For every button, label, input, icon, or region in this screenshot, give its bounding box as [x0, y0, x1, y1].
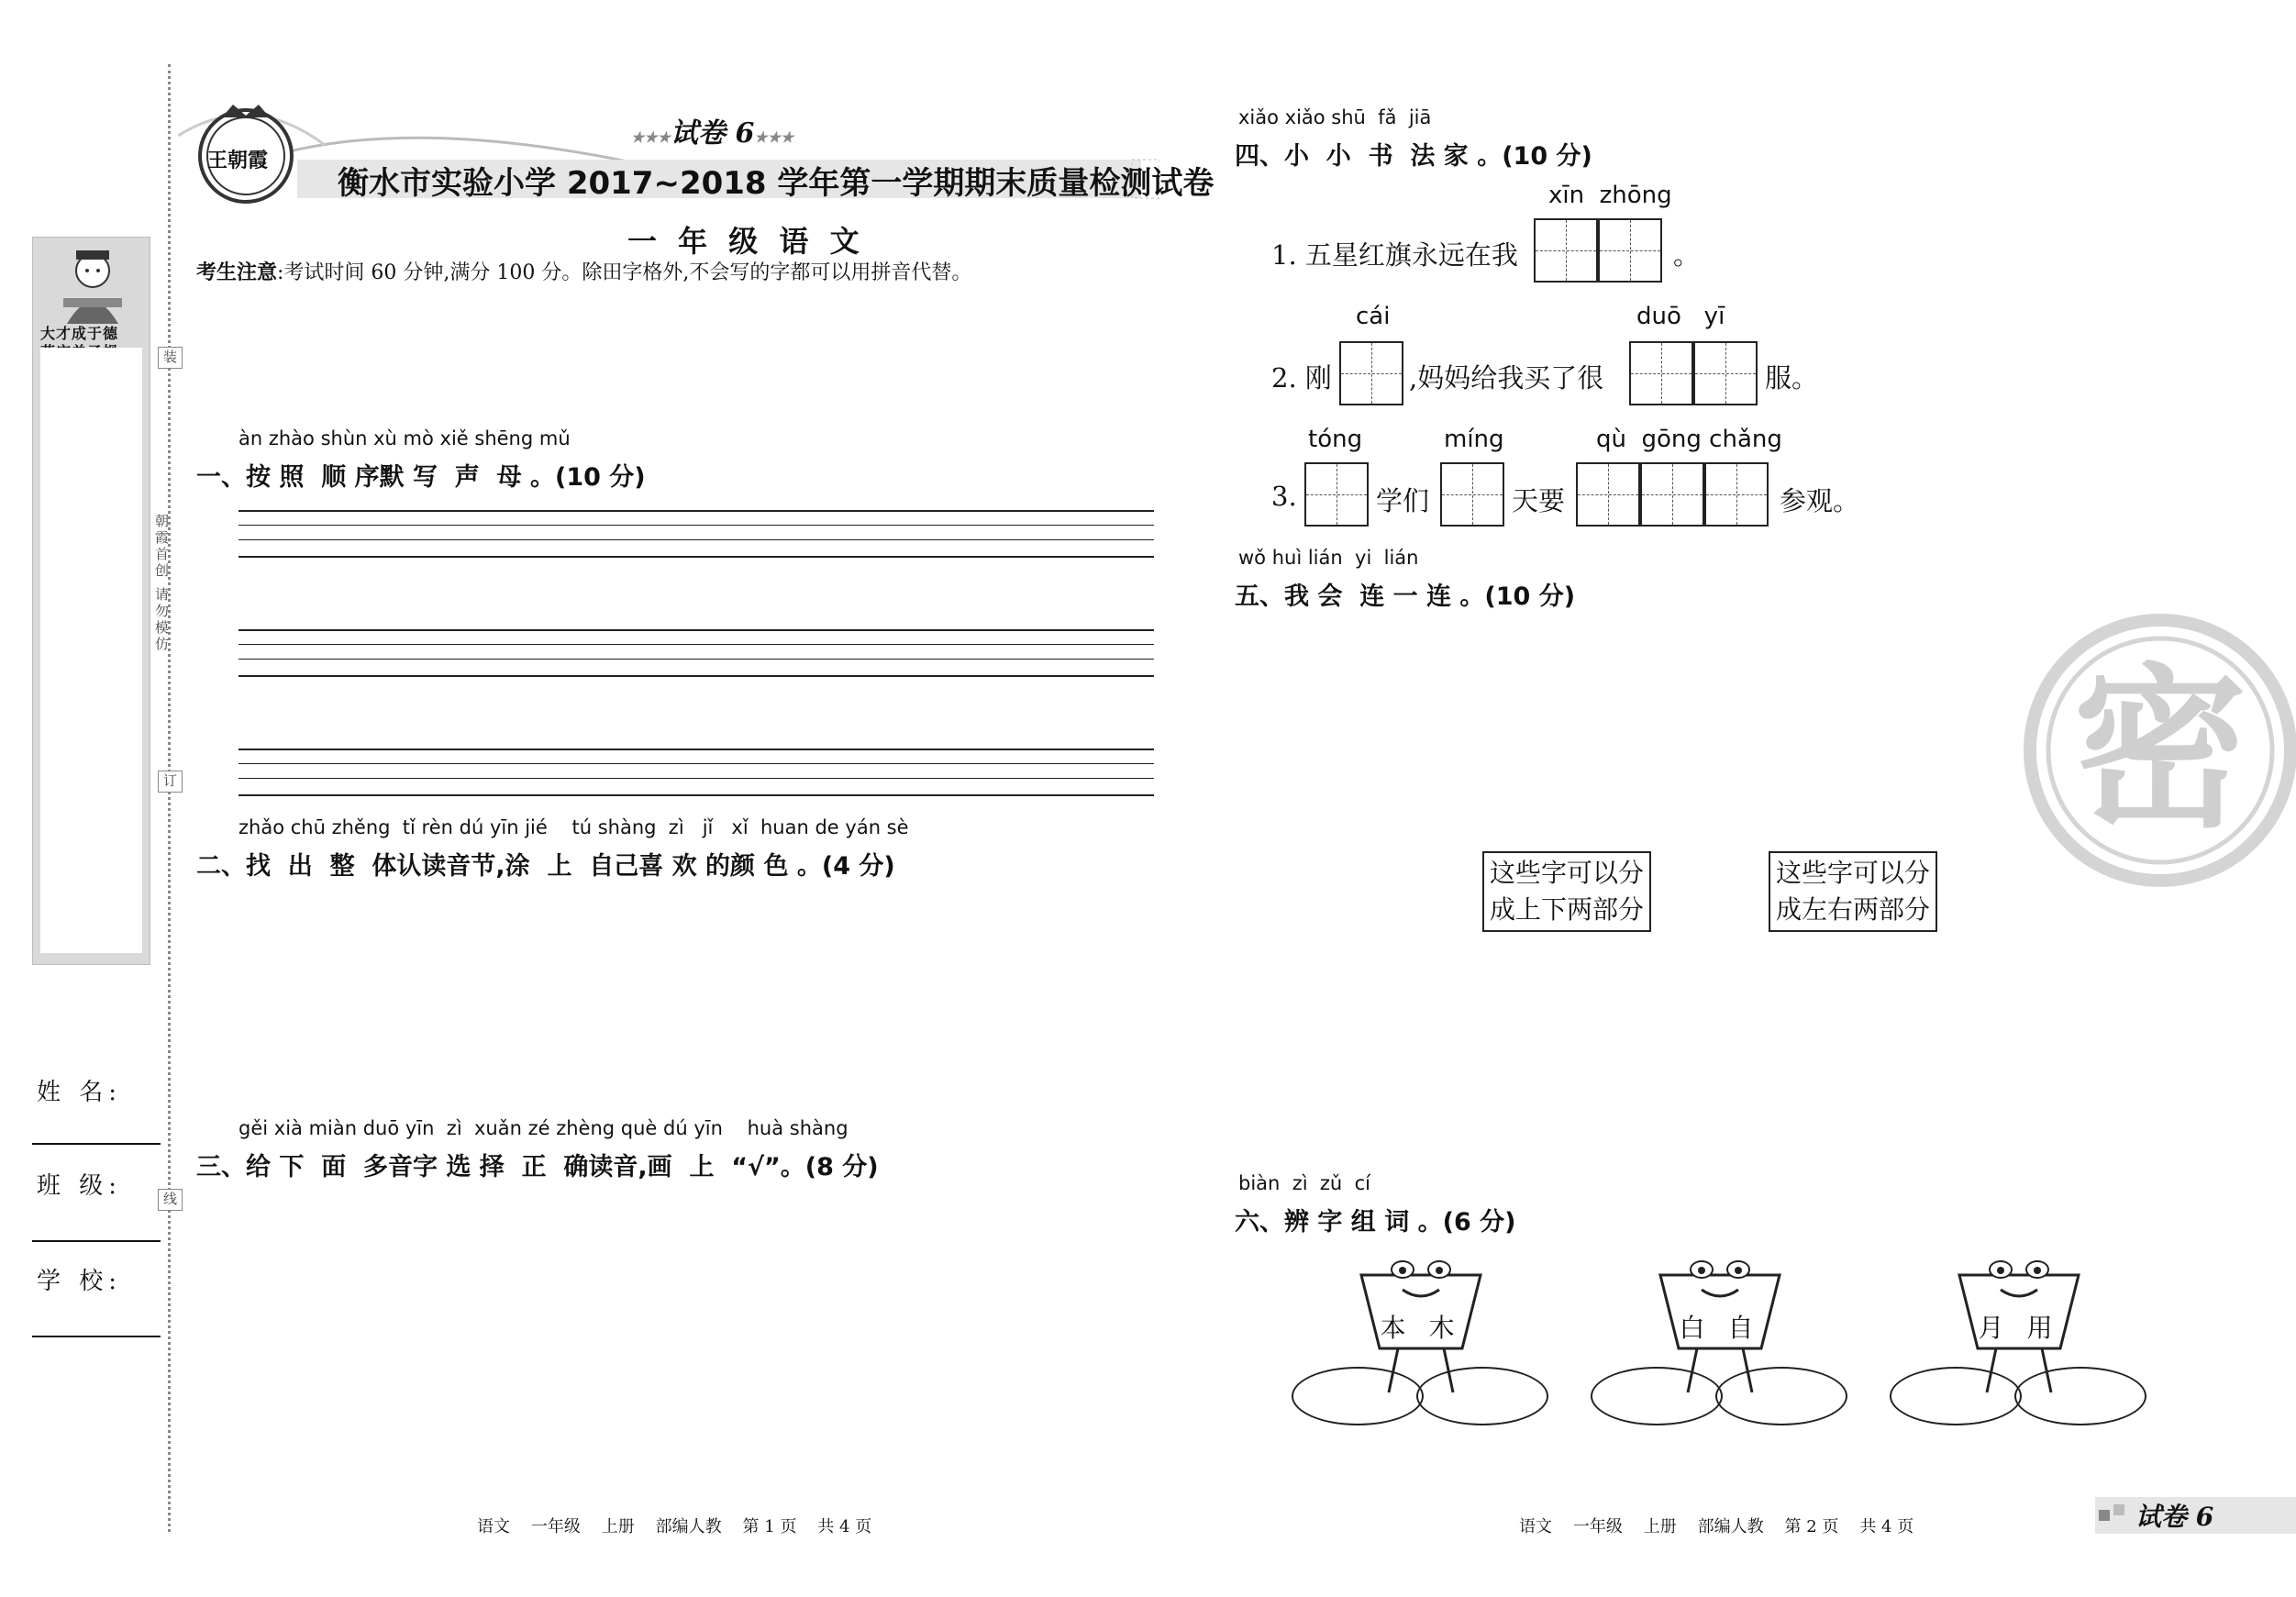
s4-l3-pinyin-b: míng: [1444, 426, 1504, 453]
s3-title: 三、给 下 面 多音字 选 择 正 确读音,画 上 “√”。(8 分): [196, 1153, 879, 1181]
class-line[interactable]: [32, 1240, 161, 1242]
binding-dotted-line: [168, 64, 171, 1532]
s4-l1-post: 。: [1673, 239, 1701, 271]
s5-pinyin: wǒ huì lián yi lián: [1238, 547, 1419, 569]
motto-panel: [32, 237, 150, 965]
tianzige-box[interactable]: [1576, 462, 1640, 527]
answer-ellipse[interactable]: [1416, 1367, 1548, 1425]
tianzige-box[interactable]: [1440, 462, 1504, 527]
category-box-line: 这些字可以分: [1490, 858, 1645, 888]
s2-title: 二、找 出 整 体认读音节,涂 上 自己喜 欢 的颜 色 。(4 分): [196, 852, 895, 881]
s3-pinyin: gěi xià miàn duō yīn zì xuǎn zé zhèng què dú yīn huà shàng: [238, 1117, 849, 1139]
s1-pinyin: àn zhào shùn xù mò xiě shēng mǔ: [238, 427, 571, 449]
s4-l2-post: 服。: [1765, 362, 1819, 394]
answer-ellipse[interactable]: [2014, 1367, 2146, 1425]
s6-pinyin: biàn zì zǔ cí: [1238, 1172, 1370, 1194]
school-label: 学 校:: [37, 1268, 123, 1295]
tianzige-box[interactable]: [1304, 462, 1369, 527]
paper-tag-text: 试卷 6: [671, 117, 755, 150]
writing-lines-1[interactable]: [238, 510, 1154, 558]
s4-l2-mid: ,妈妈给我买了很: [1409, 362, 1604, 394]
notice-label: 考生注意: [196, 261, 278, 284]
s4-l3-post: 参观。: [1780, 485, 1860, 516]
tianzige-box[interactable]: [1629, 341, 1693, 405]
answer-ellipse[interactable]: [1715, 1367, 1847, 1425]
corner-tag: 试卷 6: [2135, 1502, 2214, 1532]
corner-square: [2099, 1510, 2110, 1521]
s4-l2-pinyin-b: duō yī: [1636, 303, 1725, 330]
s4-l3-pinyin-c: qù gōng chǎng: [1596, 426, 1782, 453]
tianzige-box[interactable]: [1598, 218, 1662, 283]
category-box-line: 成左右两部分: [1776, 894, 1931, 925]
confidential-stamp: [2023, 613, 2296, 888]
s4-l3-mid2: 天要: [1512, 485, 1566, 516]
stamp-char: 密: [2072, 649, 2248, 851]
category-box-line: 成上下两部分: [1490, 894, 1645, 925]
writing-lines-3[interactable]: [238, 749, 1154, 796]
s4-l3-mid1: 学们: [1376, 485, 1430, 516]
s2-pinyin: zhǎo chū zhěng tǐ rèn dú yīn jié tú shàng zì jǐ xǐ huan de yán sè: [238, 816, 909, 838]
tianzige-box[interactable]: [1640, 462, 1704, 527]
class-label: 班 级:: [37, 1172, 123, 1200]
motto-grid: [40, 348, 142, 953]
tianzige-box[interactable]: [1693, 341, 1758, 405]
s5-title: 五、我 会 连 一 连 。(10 分): [1235, 582, 1576, 611]
answer-ellipse[interactable]: [1591, 1367, 1723, 1425]
corner-square: [2113, 1504, 2124, 1515]
category-box-line: 这些字可以分: [1776, 858, 1931, 888]
s4-l3-pinyin-a: tóng: [1308, 426, 1363, 453]
s4-l2-pinyin-a: cái: [1356, 303, 1391, 330]
robot-label: 本 木: [1380, 1313, 1462, 1343]
exam-notice: [196, 257, 971, 285]
binding-mark-2: 订: [158, 771, 183, 793]
category-box-left-right[interactable]: [1769, 851, 1937, 932]
s6-title: 六、辨 字 组 词 。(6 分): [1235, 1208, 1516, 1237]
s4-pinyin: xiǎo xiǎo shū fǎ jiā: [1238, 106, 1432, 128]
subject-title: 一 年 级 语 文: [627, 224, 865, 259]
footer-left: 语文 一年级 上册 部编人教 第 1 页 共 4 页: [477, 1517, 872, 1536]
robot-label: 白 自: [1679, 1313, 1761, 1343]
answer-ellipse[interactable]: [1292, 1367, 1424, 1425]
name-line[interactable]: [32, 1143, 161, 1145]
school-line[interactable]: [32, 1336, 161, 1337]
paper-title: 衡水市实验小学 2017~2018 学年第一学期期末质量检测试卷: [338, 165, 1215, 202]
binding-note: 朝霞首创 请勿模仿: [153, 514, 170, 653]
tianzige-box[interactable]: [1339, 341, 1403, 405]
s1-title: 一、按 照 顺 序默 写 声 母 。(10 分): [196, 463, 646, 492]
name-label: 姓 名:: [37, 1079, 123, 1106]
s4-title: 四、小 小 书 法 家 。(10 分): [1235, 142, 1592, 171]
tianzige-box[interactable]: [1704, 462, 1769, 527]
logo-text: 王朝霞: [207, 149, 269, 172]
s4-l2-pre: 2. 刚: [1271, 362, 1332, 394]
s4-l1-pinyin: xīn zhōng: [1548, 182, 1672, 209]
s4-l3-pre: 3.: [1271, 481, 1297, 512]
s4-l1-pre: 1. 五星红旗永远在我: [1271, 239, 1518, 271]
binding-mark-3: 线: [158, 1189, 183, 1211]
robot-label: 月 用: [1978, 1313, 2060, 1343]
footer-right: 语文 一年级 上册 部编人教 第 2 页 共 4 页: [1519, 1517, 1914, 1536]
category-box-top-bottom[interactable]: [1482, 851, 1651, 932]
binding-mark-1: 装: [158, 347, 183, 369]
paper-tag: ★★★试卷 6★★★: [631, 117, 794, 150]
scholar-icon: [56, 243, 129, 326]
tianzige-box[interactable]: [1534, 218, 1598, 283]
banner-line-1: 大才成于德: [40, 325, 119, 342]
writing-lines-2[interactable]: [238, 629, 1154, 677]
notice-text: :考试时间 60 分钟,满分 100 分。除田字格外,不会写的字都可以用拼音代替。: [277, 261, 972, 284]
answer-ellipse[interactable]: [1890, 1367, 2022, 1425]
